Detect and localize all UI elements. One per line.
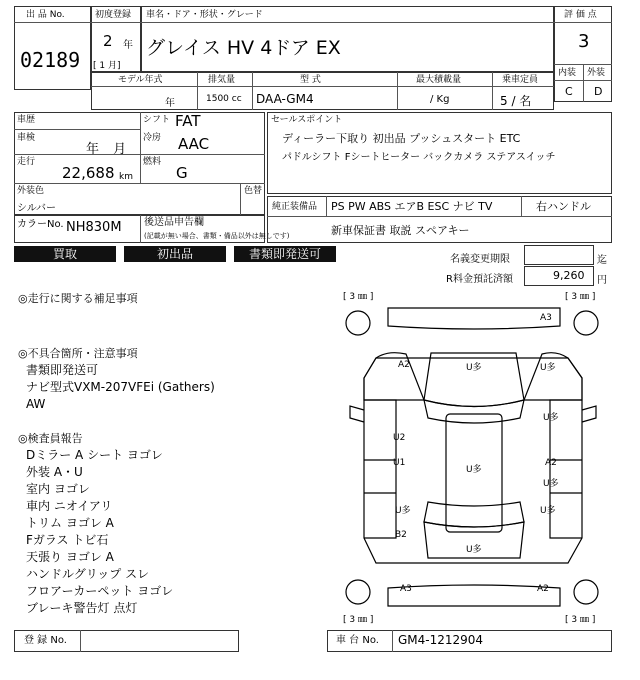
- shift-label: シフト: [143, 115, 171, 125]
- run-notes-label: ◎走行に関する補足事項: [18, 292, 138, 305]
- registration-number-label: 登 録 No.: [24, 635, 67, 646]
- defect-line: 書類即発送可: [26, 363, 99, 377]
- fuel-label: 燃料: [143, 157, 162, 167]
- sales-point-label: セールスポイント: [271, 115, 343, 125]
- inspector-notes: [18, 430, 173, 617]
- inspector-line: ハンドルグリップ スレ: [26, 567, 150, 581]
- mark-rear-bumper-left: A3: [400, 584, 412, 594]
- rear-bumper-shape: [388, 585, 560, 606]
- capacity-label: 乗車定員: [502, 75, 539, 85]
- inspector-line: 天張り ヨゴレ A: [26, 550, 114, 564]
- aircon-label: 冷房: [143, 133, 162, 143]
- color-no-label: カラーNo.: [17, 219, 64, 230]
- history-label: 車歴: [17, 115, 36, 125]
- interior-label: 内装: [558, 68, 577, 78]
- model-year-unit: 年: [165, 98, 175, 109]
- chassis-number-label: 車 台 No.: [336, 635, 379, 646]
- defect-line: AW: [26, 397, 46, 411]
- mark-right-rear-door-a: A2: [545, 458, 557, 468]
- displacement: 1500 cc: [206, 94, 242, 104]
- first-listing-badge: 初出品: [124, 246, 226, 262]
- tire-front-right: [574, 311, 598, 335]
- first-registration-year: 2: [103, 32, 113, 50]
- max-load: / Kg: [430, 94, 450, 105]
- first-registration-month: [ 1 月]: [93, 61, 121, 71]
- mark-left-front-door-a: U2: [393, 433, 406, 443]
- first-registration-label: 初度登録: [95, 10, 132, 20]
- mark-right-front-fender: U多: [540, 363, 556, 373]
- mark-roof: U多: [466, 465, 482, 475]
- tire-rear-right: [574, 580, 598, 604]
- aftermarket-label: 後送品申告欄: [144, 217, 204, 228]
- inspector-line: ブレーキ警告灯 点灯: [26, 601, 138, 615]
- buy-badge: 買取: [14, 246, 116, 262]
- inspector-line: Dミラー A シート ヨゴレ: [26, 448, 163, 462]
- tire-front-left: [346, 311, 370, 335]
- car-name-label: 車名・ドア・形状・グレード: [146, 10, 263, 20]
- tire-rear-left: [346, 580, 370, 604]
- inspector-line: フロアーカーペット ヨゴレ: [26, 584, 174, 598]
- color-change-label: 色替: [244, 186, 263, 196]
- shaken-label: 車検: [17, 133, 36, 143]
- recycle-unit: 円: [597, 275, 607, 286]
- sales-point-1: ディーラー下取り 初出品 プッシュスタート ETC: [282, 132, 521, 145]
- mark-rear-bumper-right: A2: [537, 584, 549, 594]
- equipment-label: 純正装備品: [272, 202, 318, 212]
- rear-glass-shape: [424, 502, 524, 527]
- model-year-label: モデル年式: [118, 75, 163, 85]
- recycle-label: R料金預託済額: [446, 274, 513, 285]
- model-type-label: 型 式: [300, 75, 321, 85]
- tire-depth-front-left: [ 3 ㎜ ]: [343, 292, 374, 302]
- shaken-value: 年 月: [86, 142, 127, 157]
- mark-left-front-door-b: U1: [393, 458, 406, 468]
- displacement-label: 排気量: [208, 75, 236, 85]
- warranty-items: 新車保証書 取説 スペアキー: [331, 224, 470, 237]
- right-mirror: [582, 406, 596, 422]
- lot-number-label: 出 品 No.: [26, 10, 65, 20]
- mark-left-front-fender: A2: [398, 360, 410, 370]
- car-name: グレイス HV 4ドア EX: [146, 37, 341, 59]
- mark-right-front-door: U多: [543, 413, 559, 423]
- mark-front-bumper: A3: [540, 313, 552, 323]
- mileage-label: 走行: [17, 157, 36, 167]
- exterior-grade: D: [594, 85, 603, 98]
- inspector-line: Fガラス トビ石: [26, 533, 109, 547]
- mark-right-rear-door-b: U多: [543, 479, 559, 489]
- grade-label: 評 価 点: [564, 10, 597, 20]
- shift: FAT: [175, 112, 201, 130]
- mark-left-rear-fender-b: B2: [395, 530, 407, 540]
- lot-number: 02189: [20, 48, 81, 72]
- docs-ready-badge: 書類即発送可: [234, 246, 336, 262]
- aftermarket-note: (記載が無い場合、書類・備品以外は無しです): [144, 232, 290, 240]
- car-damage-diagram: [336, 288, 612, 628]
- left-mirror: [350, 406, 364, 422]
- defect-label: ◎不具合箇所・注意事項: [18, 347, 138, 360]
- exterior-label: 外装: [587, 68, 606, 78]
- front-bumper-shape: [388, 308, 560, 329]
- handle-side: 右ハンドル: [536, 200, 591, 213]
- max-load-label: 最大積載量: [416, 75, 462, 85]
- color: シルバー: [17, 203, 57, 214]
- name-change-label: 名義変更期限: [450, 254, 510, 265]
- year-unit: 年: [123, 40, 133, 51]
- mark-left-rear-fender-a: U多: [395, 506, 411, 516]
- mark-right-rear-fender: U多: [540, 506, 556, 516]
- tire-depth-front-right: [ 3 ㎜ ]: [565, 292, 596, 302]
- name-change-unit: 迄: [597, 255, 607, 266]
- notes-section: [18, 290, 138, 307]
- left-front-fender: [364, 353, 424, 400]
- capacity: 5 / 名: [500, 94, 532, 108]
- sales-point-2: パドルシフト Fシートヒーター バックカメラ ステアスイッチ: [282, 152, 556, 163]
- inspector-line: 外装 A・U: [26, 465, 83, 479]
- color-label: 外装色: [17, 186, 45, 196]
- fuel: G: [176, 164, 188, 182]
- windshield-shape: [424, 400, 524, 423]
- inspector-line: 車内 ニオイアリ: [26, 499, 113, 513]
- mileage-unit: km: [119, 172, 133, 182]
- name-change-value: [524, 245, 594, 265]
- inspector-label: ◎検査員報告: [18, 432, 83, 445]
- defect-notes: [18, 345, 215, 413]
- chassis-number: GM4-1212904: [398, 633, 484, 647]
- overall-grade: 3: [578, 31, 590, 52]
- inspector-line: トリム ヨゴレ A: [26, 516, 114, 530]
- mark-hood: U多: [466, 363, 482, 373]
- aircon: AAC: [178, 135, 210, 153]
- inspector-line: 室内 ヨゴレ: [26, 482, 90, 496]
- interior-grade: C: [565, 85, 573, 98]
- defect-line: ナビ型式VXM-207VFEi (Gathers): [26, 380, 215, 394]
- left-side-panel: [364, 400, 396, 538]
- tire-depth-rear-left: [ 3 ㎜ ]: [343, 615, 374, 625]
- mark-trunk: U多: [466, 545, 482, 555]
- mileage: 22,688: [62, 164, 115, 182]
- equipment: PS PW ABS エアB ESC ナビ TV: [331, 200, 493, 213]
- tire-depth-rear-right: [ 3 ㎜ ]: [565, 615, 596, 625]
- color-no: NH830M: [66, 220, 122, 235]
- model-type: DAA-GM4: [256, 92, 314, 106]
- recycle-value: 9,260: [553, 269, 585, 282]
